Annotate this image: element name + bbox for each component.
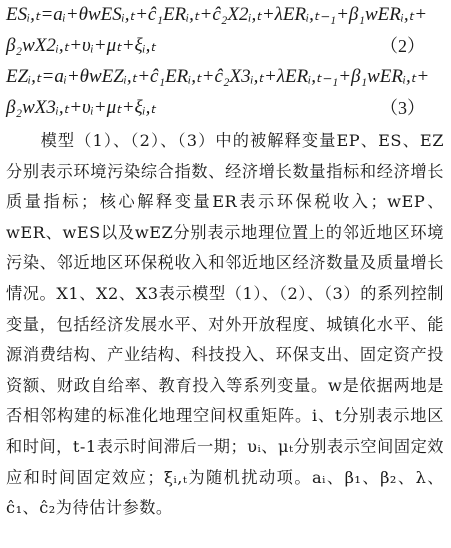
equation-text: EZᵢ,ₜ=aᵢ+θwEZᵢ,ₜ+ĉ₁ERᵢ,ₜ+ĉ₂X3ᵢ,ₜ+λERᵢ,ₜ₋₁+β₁wERᵢ,ₜ+ [6,66,430,87]
equation-number: （3） [380,98,425,118]
equation-text: β₂wX3ᵢ,ₜ+υᵢ+μₜ+ξᵢ,ₜ [6,97,157,118]
equation-line-2 [6,31,439,61]
equation-number: （2） [380,36,425,56]
equation-text: β₂wX2ᵢ,ₜ+υᵢ+μₜ+ξᵢ,ₜ [6,35,157,56]
paragraph-text: 模型（1）、（2）、（3）中的被解释变量EP、ES、EZ分别表示环境污染综合指数、经济增长数量指标和经济增长质量指标；核心解释变量ER表示环保税收入；wEP、wER、wES以及wEZ分别表示地理位置上的邻近地区环境污染、邻近地区环保税收入和邻近地区经济数量及质量增长情况。X1、X2、X3表示模型（1）、（2）、（3）的系列控制变量，包括经济发展水平、对外开放程度、城镇化水平、能源消费结构、产业结构、科技投入、环保支出、固定资产投资额、财政自给率、教育投入等系列变量。w是依据两地是否相邻构建的标准化地理空间权重矩阵。i、t分别表示地区和时间，t-1表示时间滞后一期；υᵢ、μₜ分别表示空间固定效应和时间固定效应；ξᵢ,ₜ为随机扰动项。aᵢ、β₁、β₂、λ、ĉ₁、ĉ₂为待估计参数。 [6,131,444,518]
body-paragraph [6,126,444,524]
equation-text: ESᵢ,ₜ=aᵢ+θwESᵢ,ₜ+ĉ₁ERᵢ,ₜ+ĉ₂X2ᵢ,ₜ+λERᵢ,ₜ₋₁+β₁wERᵢ,ₜ+ [6,4,428,25]
equation-line-4 [6,93,439,123]
equation-line-3 [6,62,439,92]
equation-line-1 [6,0,439,30]
